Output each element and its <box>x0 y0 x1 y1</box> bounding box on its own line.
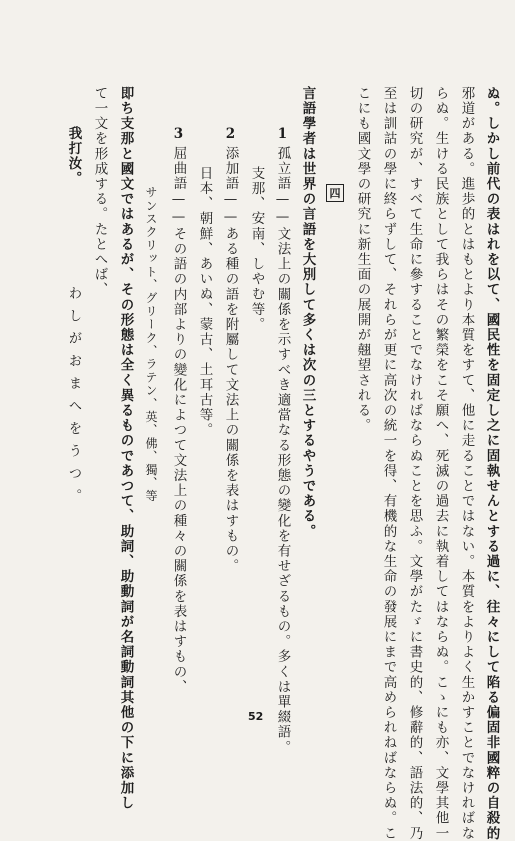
example-chinese: 我打汝。 <box>65 126 82 187</box>
examples-inflectional: サンスクリット、グリーク、ラテン、英、佛、獨、等 <box>144 186 158 503</box>
list-number-1: 1 <box>274 126 291 144</box>
example-japanese: わしがおまへをうつ。 <box>65 286 82 511</box>
paragraph-line-4: 切の研究が、すべて生命に參することでなければならぬことを思ふ。文學がたゞに書史的、修辭的、語法的、乃 <box>406 86 423 841</box>
examples-agglutinative: 日本、朝鮮、あいぬ、蒙古、土耳古等。 <box>196 166 213 438</box>
list-number-3: 3 <box>170 126 187 144</box>
paragraph-line-6: こにも國文學の研究に新生面の展開が翹望される。 <box>354 86 371 434</box>
term-agglutinative-language: 添加語——ある種の語を附屬して文法上の關係を表はすもの。 <box>222 146 239 574</box>
list-number-2: 2 <box>222 126 239 144</box>
term-inflectional-language: 屈曲語——その語の内部よりの變化によつて文法上の種々の關係を表はすもの、 <box>170 146 187 695</box>
paragraph-line-2: 邪道がある。進歩的とはもとより本質をすて、他に走ることではない。本質をよりよく生かすことでなければな <box>458 86 475 841</box>
term-isolating-language: 孤立語——文法上の關係を示すべき適當なる形態の變化を有せざるもの。多くは單綴語。 <box>274 146 291 755</box>
section-intro: 言語學者は世界の言語を大別して多くは次の三とするやうである。 <box>299 86 316 539</box>
page-number: 52 <box>248 710 264 723</box>
paragraph-line-8: て一文を形成する。たとへば、 <box>91 86 108 298</box>
section-mark: 四 <box>326 184 344 202</box>
paragraph-line-7: 即ち支那と國文ではあるが、その形態は全く異るものであつて、助詞、助動詞が名詞動詞其他の下に添加し <box>117 86 134 811</box>
paragraph-line-3: らぬ。生ける民族として我らはその繁榮をこそ願へ、死滅の過去に執着してはならぬ。こゝにも亦、文學其他一 <box>432 86 449 841</box>
examples-isolating: 支那、安南、しやむ等。 <box>248 166 265 333</box>
paragraph-line-5: 至は訓詁の學に終らずして、それらが更に高次の統一を得、有機的な生命の發展にまで高められねばならぬ。こ <box>380 86 397 841</box>
paragraph-line-1: ぬ。しかし前代の表はれを以て、國民性を固定し之に固執せんとする過に、往々にして陷る偏固非國粹の自殺的 <box>483 86 500 841</box>
